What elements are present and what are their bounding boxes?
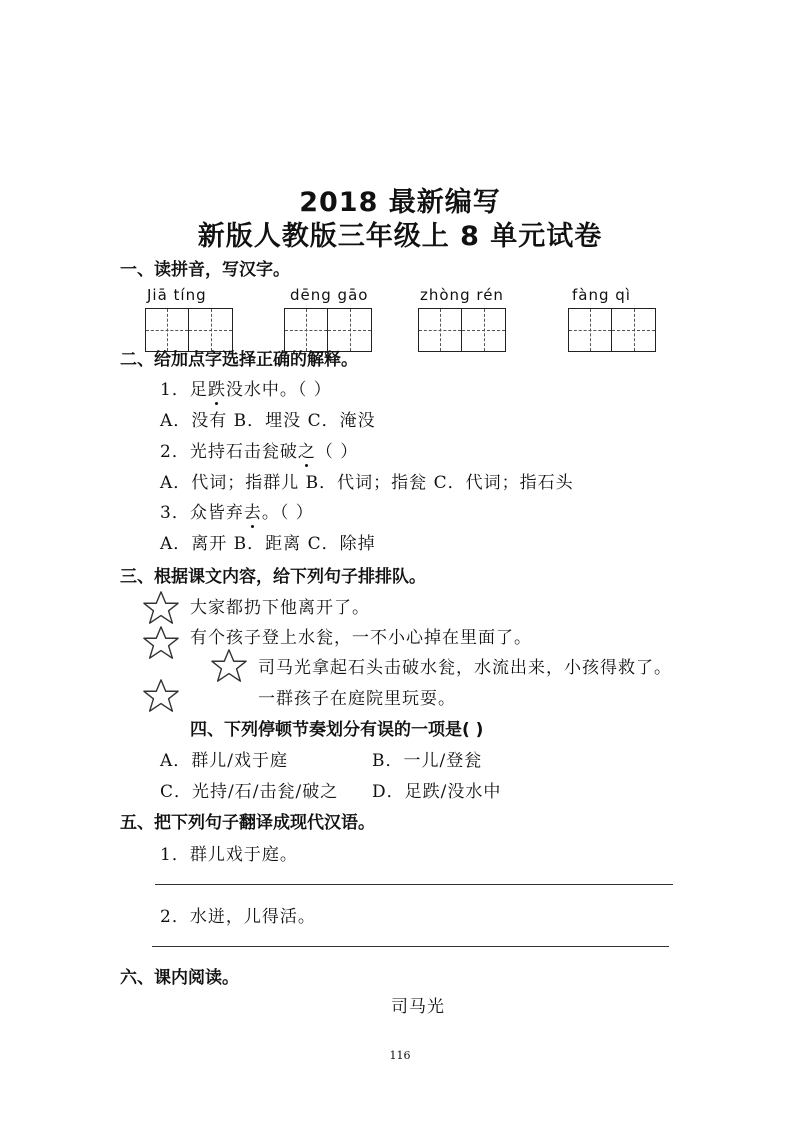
- option-4-d: D．足跌/没水中: [372, 782, 502, 802]
- star-outline-icon[interactable]: [210, 648, 248, 684]
- section6-heading: 六、课内阅读。: [120, 968, 239, 988]
- section5-heading: 五、把下列句子翻译成现代汉语。: [120, 813, 375, 833]
- star-outline-icon[interactable]: [142, 625, 180, 661]
- options-2-2: A．代词；指群儿 B．代词；指瓮 C．代词；指石头: [160, 473, 574, 493]
- question-text-pre: 1．足: [160, 380, 208, 400]
- sequence-sentence-2: 有个孩子登上水瓮，一不小心掉在里面了。: [190, 628, 532, 648]
- star-outline-icon[interactable]: [142, 678, 180, 714]
- dotted-character: 跌: [207, 380, 226, 400]
- dotted-character: 去: [243, 503, 262, 523]
- star-outline-icon[interactable]: [142, 590, 180, 626]
- writing-cell[interactable]: [612, 309, 655, 351]
- answer-line-1[interactable]: [155, 884, 673, 885]
- pinyin-jiating: Jiā tíng: [147, 286, 207, 304]
- sequence-sentence-1: 大家都扔下他离开了。: [190, 598, 370, 618]
- passage-title: 司马光: [391, 997, 445, 1017]
- question-text-pre: 3．众皆弃: [160, 503, 244, 523]
- page-number: 116: [389, 1049, 411, 1062]
- option-4-c: C．光持/石/击瓮/破之: [160, 782, 339, 802]
- writing-grid-zhongren[interactable]: [418, 308, 506, 352]
- section1-heading: 一、读拼音，写汉字。: [120, 260, 290, 280]
- options-2-3: A．离开 B．距离 C．除掉: [160, 534, 376, 554]
- writing-grid-fangqi[interactable]: [568, 308, 656, 352]
- section2-heading: 二、给加点字选择正确的解释。: [120, 350, 358, 370]
- sequence-sentence-4: 一群孩子在庭院里玩耍。: [258, 689, 456, 709]
- question-2-2: [160, 437, 358, 462]
- option-4-a: A．群儿/戏于庭: [160, 751, 289, 771]
- pinyin-denggao: dēng gāo: [290, 286, 369, 304]
- pinyin-fangqi: fàng qì: [572, 286, 631, 304]
- answer-line-2[interactable]: [152, 946, 669, 947]
- option-4-b: B．一儿/登瓮: [372, 751, 483, 771]
- question-text-pre: 2．光持石击瓮破: [160, 442, 298, 462]
- translation-question-2: 2．水迸，儿得活。: [160, 907, 316, 927]
- section4-heading: 四、下列停顿节奏划分有误的一项是( ): [190, 720, 484, 740]
- writing-cell[interactable]: [569, 309, 612, 351]
- question-2-3: [160, 498, 314, 523]
- page-title-line2: 新版人教版三年级上 8 单元试卷: [197, 221, 603, 252]
- pinyin-zhongren: zhòng rén: [420, 286, 504, 304]
- question-2-1: [160, 375, 332, 400]
- section3-heading: 三、根据课文内容，给下列句子排排队。: [120, 567, 426, 587]
- question-text-post: 没水中。（ ）: [225, 380, 332, 400]
- writing-cell[interactable]: [419, 309, 462, 351]
- translation-question-1: 1．群儿戏于庭。: [160, 845, 298, 865]
- sequence-sentence-3: 司马光拿起石头击破水瓮，水流出来，小孩得救了。: [258, 658, 672, 678]
- question-text-post: 。（ ）: [261, 503, 314, 523]
- question-text-post: （ ）: [315, 442, 359, 462]
- dotted-character: 之: [297, 442, 316, 462]
- page-title-line1: 2018 最新编写: [299, 187, 501, 218]
- options-2-1: A．没有 B．埋没 C．淹没: [160, 411, 376, 431]
- writing-cell[interactable]: [462, 309, 505, 351]
